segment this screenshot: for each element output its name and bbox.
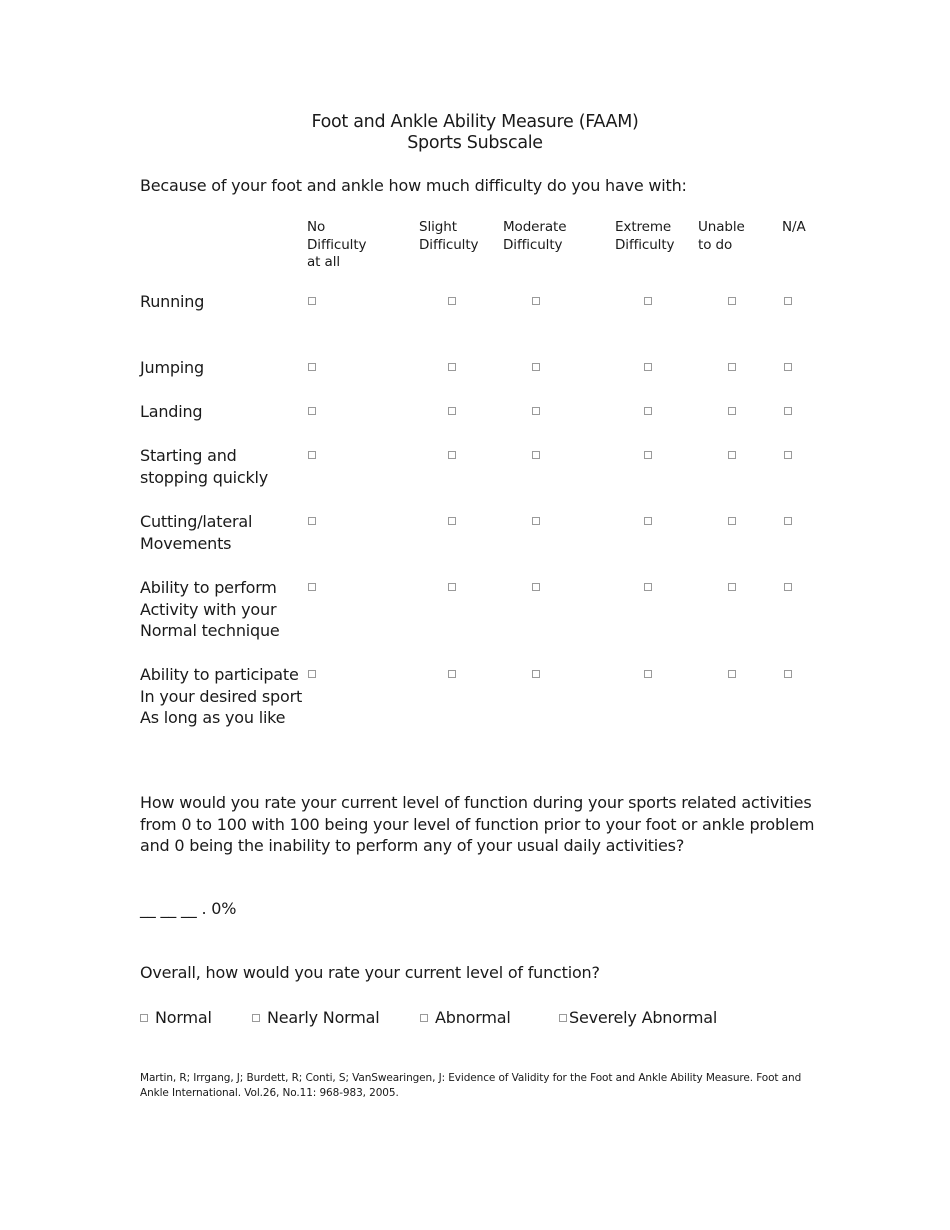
checkbox-cutting-slight[interactable]: [448, 517, 456, 525]
row-label-running: Running: [140, 292, 205, 311]
checkbox-landing-unable[interactable]: [728, 407, 736, 415]
checkbox-severely-abnormal[interactable]: [559, 1014, 567, 1022]
checkbox-starting-na[interactable]: [784, 451, 792, 459]
checkbox-cutting-moderate[interactable]: [532, 517, 540, 525]
option-abnormal[interactable]: [420, 1008, 511, 1027]
checkbox-landing-na[interactable]: [784, 407, 792, 415]
checkbox-technique-slight[interactable]: [448, 583, 456, 591]
column-header-moderate-difficulty: Moderate Difficulty: [503, 219, 567, 253]
checkbox-landing-extreme[interactable]: [644, 407, 652, 415]
option-severely-abnormal-label: Severely Abnormal: [569, 1008, 718, 1027]
checkbox-landing-slight[interactable]: [448, 407, 456, 415]
checkbox-technique-no-difficulty[interactable]: [308, 583, 316, 591]
checkbox-participate-no-difficulty[interactable]: [308, 670, 316, 678]
option-nearly-normal-label: Nearly Normal: [267, 1008, 380, 1027]
column-header-unable: Unable to do: [698, 219, 745, 253]
row-label-starting-stopping: Starting and stopping quickly: [140, 446, 269, 487]
checkbox-participate-unable[interactable]: [728, 670, 736, 678]
checkbox-jumping-no-difficulty[interactable]: [308, 363, 316, 371]
checkbox-starting-slight[interactable]: [448, 451, 456, 459]
checkbox-jumping-slight[interactable]: [448, 363, 456, 371]
checkbox-running-na[interactable]: [784, 297, 792, 305]
checkbox-technique-na[interactable]: [784, 583, 792, 591]
checkbox-abnormal[interactable]: [420, 1014, 428, 1022]
column-header-no-difficulty: No Difficulty at all: [307, 219, 367, 270]
checkbox-cutting-extreme[interactable]: [644, 517, 652, 525]
citation-footer: Martin, R; Irrgang, J; Burdett, R; Conti, S; VanSwearingen, J: Evidence of Validity for the Foot and Ankle Ability Measure. Foot and Ankle International. Vol.26, No.11: 968-983, 2005.: [140, 1072, 802, 1099]
checkbox-technique-extreme[interactable]: [644, 583, 652, 591]
checkbox-participate-slight[interactable]: [448, 670, 456, 678]
option-normal-label: Normal: [155, 1008, 212, 1027]
checkbox-participate-na[interactable]: [784, 670, 792, 678]
checkbox-starting-extreme[interactable]: [644, 451, 652, 459]
checkbox-cutting-no-difficulty[interactable]: [308, 517, 316, 525]
checkbox-jumping-extreme[interactable]: [644, 363, 652, 371]
checkbox-starting-moderate[interactable]: [532, 451, 540, 459]
form-title: Foot and Ankle Ability Measure (FAAM): [311, 112, 639, 132]
checkbox-nearly-normal[interactable]: [252, 1014, 260, 1022]
row-label-participate-sport: Ability to participate In your desired sport As long as you like: [140, 665, 303, 727]
option-normal[interactable]: [140, 1008, 212, 1027]
checkbox-jumping-unable[interactable]: [728, 363, 736, 371]
option-nearly-normal[interactable]: [252, 1008, 380, 1027]
function-rating-question: How would you rate your current level of function during your sports related activities from 0 to 100 with 100 being your level of function prior to your foot or ankle problem and 0 being the inability to perform any of your usual daily activities?: [140, 793, 815, 855]
checkbox-cutting-na[interactable]: [784, 517, 792, 525]
column-header-extreme-difficulty: Extreme Difficulty: [615, 219, 675, 253]
row-label-normal-technique: Ability to perform Activity with your Normal technique: [140, 578, 280, 640]
checkbox-technique-unable[interactable]: [728, 583, 736, 591]
form-subtitle: Sports Subscale: [407, 133, 543, 153]
checkbox-jumping-moderate[interactable]: [532, 363, 540, 371]
column-header-na: N/A: [782, 219, 806, 235]
checkbox-running-no-difficulty[interactable]: [308, 297, 316, 305]
overall-function-question: Overall, how would you rate your current level of function?: [140, 963, 600, 982]
intro-text: Because of your foot and ankle how much difficulty do you have with:: [140, 176, 687, 195]
column-header-slight-difficulty: Slight Difficulty: [419, 219, 479, 253]
checkbox-landing-moderate[interactable]: [532, 407, 540, 415]
row-label-landing: Landing: [140, 402, 203, 421]
checkbox-landing-no-difficulty[interactable]: [308, 407, 316, 415]
checkbox-participate-extreme[interactable]: [644, 670, 652, 678]
checkbox-running-extreme[interactable]: [644, 297, 652, 305]
checkbox-cutting-unable[interactable]: [728, 517, 736, 525]
checkbox-normal[interactable]: [140, 1014, 148, 1022]
option-abnormal-label: Abnormal: [435, 1008, 511, 1027]
checkbox-participate-moderate[interactable]: [532, 670, 540, 678]
row-label-cutting-lateral: Cutting/lateral Movements: [140, 512, 253, 553]
checkbox-starting-no-difficulty[interactable]: [308, 451, 316, 459]
checkbox-starting-unable[interactable]: [728, 451, 736, 459]
checkbox-technique-moderate[interactable]: [532, 583, 540, 591]
checkbox-running-moderate[interactable]: [532, 297, 540, 305]
checkbox-running-slight[interactable]: [448, 297, 456, 305]
percent-blank-field[interactable]: __ __ __ . 0%: [140, 899, 237, 918]
checkbox-running-unable[interactable]: [728, 297, 736, 305]
option-severely-abnormal[interactable]: [559, 1008, 717, 1027]
row-label-jumping: Jumping: [140, 358, 204, 377]
checkbox-jumping-na[interactable]: [784, 363, 792, 371]
